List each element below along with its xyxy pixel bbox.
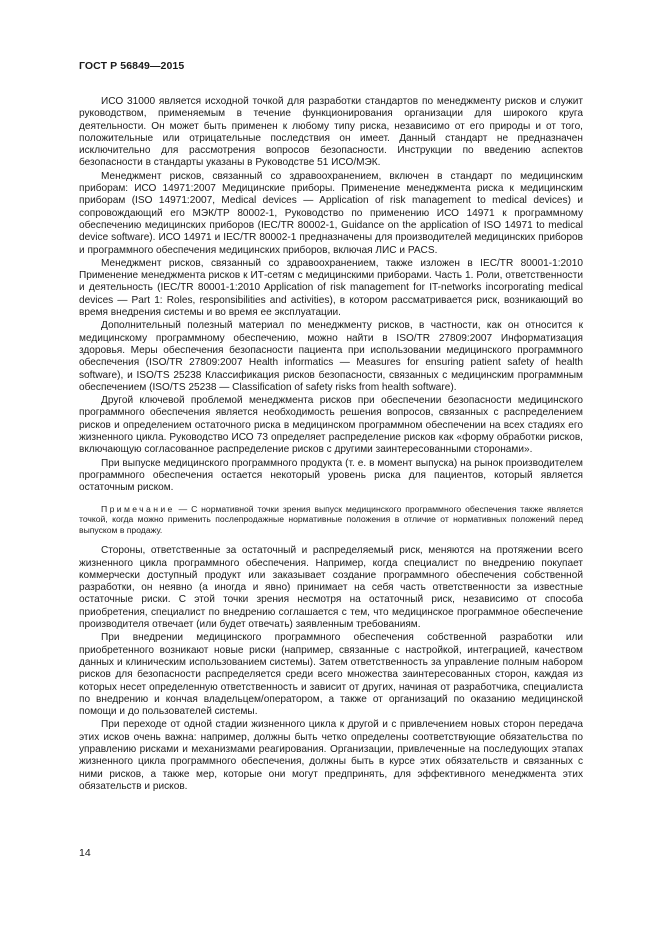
paragraph: Стороны, ответственные за остаточный и распределяемый риск, меняются на протяжении всего жизненного цикла программного обеспечения. Например, когда специалист по внедрению покупает коммерчески доступный продукт или заказывает создание программного обеспечения собственной разработки, он неявно (а иногда и явно) принимает на себя часть ответственности за известные остаточные риски. С этой точки зрения несмотря на остаточный риск, независимо от способа приобретения, специалист по внедрению соглашается с тем, что медицинское программное обеспечение производителя отвечает (или будет отвечать) заявленным требованиям. (79, 545, 583, 631)
paragraph: Другой ключевой проблемой менеджмента рисков при обеспечении безопасности медицинского программного обеспечения является необходимость решения вопросов, связанных с распределением рисков и определением остаточного риска в медицинском программном обеспечении на всех стадиях его жизненного цикла. Руководство ИСО 73 определяет распределение рисков как «форму обработки рисков, включающую согласованное распределение рисков с другими заинтересованными сторонами». (79, 395, 583, 456)
note (79, 504, 583, 536)
document-body (79, 96, 583, 794)
paragraph: Дополнительный полезный материал по менеджменту рисков, в частности, как он относится к медицинскому программному обеспечению, можно найти в ISO/TR 27809:2007 Информатизация здоровья. Меры обеспечения безопасности пациента при использовании медицинского программного обеспечения (ISO/TR 27809:2007 Health informatics — Measures for ensuring patient safety of health software), и ISO/TS 25238 Классификация рисков безопасности, связанных с медицинским программным обеспечением (ISO/TS 25238 — Classification of safety risks from health software). (79, 320, 583, 393)
document-header: ГОСТ Р 56849—2015 (79, 60, 185, 72)
note-text: — С нормативной точки зрения выпуск медицинского программного обеспечения также является точкой, когда можно применить послепродажные нормативные положения в отличие от нормативных положений перед выпуском в продажу. (79, 503, 583, 535)
paragraph: Менеджмент рисков, связанный со здравоохранением, также изложен в IEC/TR 80001-1:2010 Применение менеджмента рисков к ИТ-сетям с медицинскими приборами. Часть 1. Роли, ответственности и деятельность (IEC/TR 80001-1:2010 Application of risk management for IT-networks incorporating medical devices — Part 1: Roles, responsibilities and activities), в котором рассматривается риск, возникающий во время внедрения системы и во время ее эксплуатации. (79, 257, 583, 319)
page-number: 14 (79, 847, 91, 859)
paragraph: При внедрении медицинского программного обеспечения собственной разработки или приобретенного возникают новые риски (например, связанные с настройкой, интеграцией, качеством данных и клиническим использованием системы). Затем ответственность за управление полным набором рисков для безопасности распределяется среди всего множества заинтересованных сторон, каждая из которых несет определенную ответственность и зависит от других, начиная от разработчика, специалиста по внедрению и кончая владельцем/оператором, а также от организаций по оказанию медицинской помощи и до пользователей системы. (79, 632, 583, 718)
note-label: Примечание (101, 503, 175, 514)
paragraph: При переходе от одной стадии жизненного цикла к другой и с привлечением новых сторон передача этих исков очень важна: например, должны быть четко определены соответствующие обязательства по управлению рисками и механизмами реагирования. Организации, привлеченные на последующих этапах жизненного цикла программного обеспечения, должны быть в курсе этих обязательств и связанных с ними рисков, а также мер, которые они могут предпринять, для эффективного менеджмента этих обязательств и рисков. (79, 719, 583, 792)
paragraph: При выпуске медицинского программного продукта (т. е. в момент выпуска) на рынок производителем программного обеспечения остается некоторый уровень риска для пациентов, который является остаточным риском. (79, 457, 583, 494)
paragraph: Менеджмент рисков, связанный со здравоохранением, включен в стандарт по медицинским приборам: ИСО 14971:2007 Медицинские приборы. Применение менеджмента риска к медицинским приборам (ISO 14971:2007, Medical devices — Application of risk management to medical devices) и сопровождающий его МЭК/ТР 80002-1, Руководство по применению ИСО 14971 к программному обеспечению медицинских приборов (IEC/TR 80002-1, Guidance on the application of ISO 14971 to medical device software). ИСО 14971 и IEC/TR 80002-1 предназначены для производителей медицинских приборов и программного обеспечения медицинских приборов, включая ЛИС и PACS. (79, 170, 583, 256)
paragraph: ИСО 31000 является исходной точкой для разработки стандартов по менеджменту рисков и служит руководством, применяемым в течение функционирования организации для широкого круга деятельности. Он может быть применен к любому типу риска, независимо от его природы и от того, положительные или отрицательные последствия он имеет. Данный стандарт не предназначен исключительно для рассмотрения вопросов безопасности. Инструкции по введению аспектов безопасности в стандарты указаны в Руководстве 51 ИСО/МЭК. (79, 96, 583, 169)
